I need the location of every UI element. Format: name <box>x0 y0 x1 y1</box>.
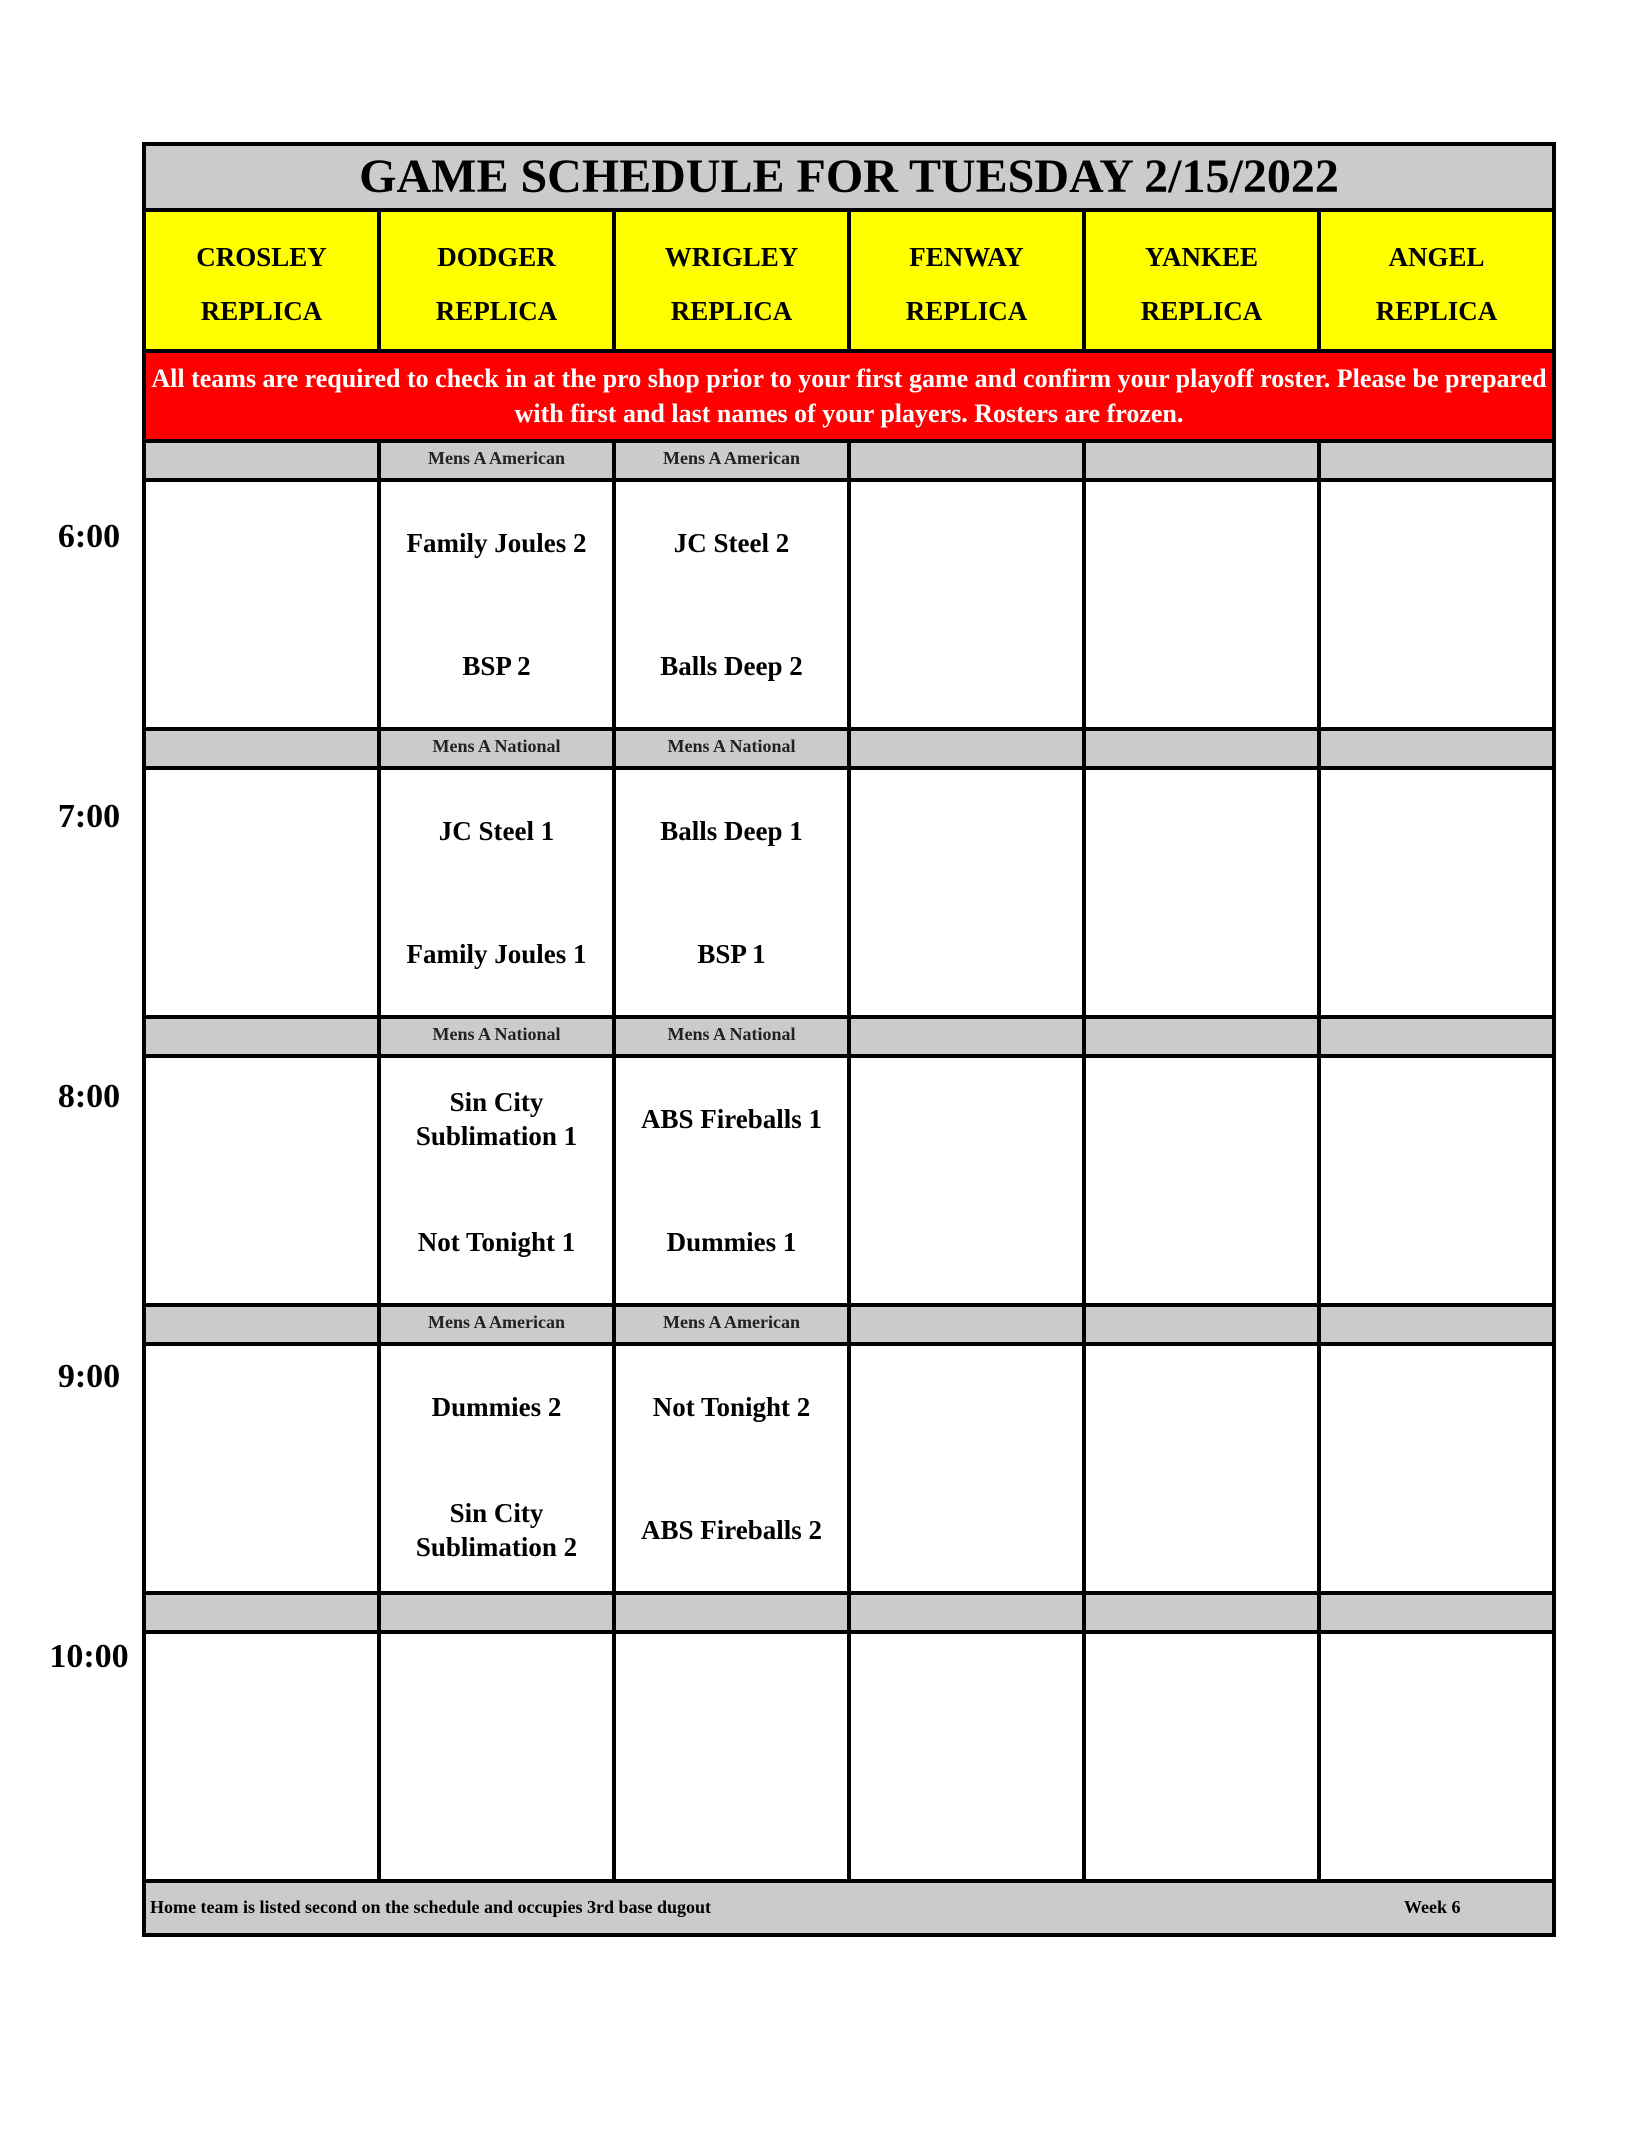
home-team: Dummies 1 <box>666 1226 797 1257</box>
field-name: YANKEE <box>1144 242 1259 272</box>
game-cell <box>1321 1634 1552 1879</box>
away-team <box>1086 482 1317 605</box>
division-row <box>146 1595 1552 1634</box>
game-cell <box>851 770 1086 1015</box>
away-team <box>146 1346 377 1469</box>
home-team <box>1086 1469 1317 1592</box>
notice-banner: All teams are required to check in at the pro shop prior to your first game and confirm your playoff roster. Please be prepared with first and last names of your players. Rosters are frozen. <box>146 353 1552 443</box>
division-row <box>146 1019 1552 1058</box>
home-team <box>851 1757 1082 1880</box>
time-label: 9:00 <box>57 1358 121 1395</box>
home-team: Family Joules 1 <box>406 938 587 969</box>
division-label <box>616 1595 851 1630</box>
field-header-yankee <box>1086 212 1321 349</box>
field-type: REPLICA <box>905 296 1028 326</box>
division-label <box>1321 1307 1552 1342</box>
home-team <box>146 1181 377 1304</box>
away-team <box>1321 482 1552 605</box>
field-type: REPLICA <box>200 296 323 326</box>
division-label <box>1321 731 1552 766</box>
away-team <box>851 770 1082 893</box>
game-cell <box>616 1346 851 1591</box>
field-type: REPLICA <box>670 296 793 326</box>
away-team <box>381 1634 612 1757</box>
game-row <box>146 1346 1552 1595</box>
home-team: BSP 1 <box>697 938 766 969</box>
home-team <box>146 605 377 728</box>
division-label <box>146 1307 381 1342</box>
away-team <box>1321 1634 1552 1757</box>
home-team <box>1321 1757 1552 1880</box>
game-cell <box>851 1058 1086 1303</box>
away-team <box>146 1634 377 1757</box>
division-label <box>1321 1595 1552 1630</box>
field-header-row <box>146 212 1552 353</box>
time-label: 7:00 <box>57 798 121 835</box>
field-name: ANGEL <box>1388 242 1485 272</box>
home-team <box>1321 1181 1552 1304</box>
game-cell <box>146 1634 381 1879</box>
home-team <box>1086 893 1317 1016</box>
field-header-wrigley <box>616 212 851 349</box>
division-label <box>851 1307 1086 1342</box>
game-cell <box>1321 482 1552 727</box>
game-cell <box>146 1346 381 1591</box>
division-label <box>1321 1019 1552 1054</box>
away-team: JC Steel 2 <box>673 528 790 559</box>
division-label <box>1086 731 1321 766</box>
away-team <box>1321 1058 1552 1181</box>
game-cell <box>616 770 851 1015</box>
away-team <box>146 770 377 893</box>
away-team: Balls Deep 1 <box>660 816 803 847</box>
division-row <box>146 1307 1552 1346</box>
game-cell <box>851 1346 1086 1591</box>
home-team <box>1321 893 1552 1016</box>
division-row <box>146 443 1552 482</box>
away-team <box>851 1346 1082 1469</box>
game-cell <box>616 1634 851 1879</box>
division-label: Mens A American <box>616 1307 851 1342</box>
away-team <box>1086 1058 1317 1181</box>
away-team <box>1086 1346 1317 1469</box>
game-cell <box>616 482 851 727</box>
home-team <box>851 893 1082 1016</box>
away-team <box>146 482 377 605</box>
game-row <box>146 770 1552 1019</box>
game-cell <box>1321 770 1552 1015</box>
away-team <box>1086 770 1317 893</box>
page-title: GAME SCHEDULE FOR TUESDAY 2/15/2022 <box>146 146 1552 212</box>
home-team <box>381 1757 612 1880</box>
home-team: Not Tonight 1 <box>417 1226 576 1257</box>
game-cell <box>146 1058 381 1303</box>
home-team: Balls Deep 2 <box>660 650 803 681</box>
home-team <box>1086 1181 1317 1304</box>
division-label: Mens A American <box>381 1307 616 1342</box>
game-cell <box>381 482 616 727</box>
away-team <box>1321 770 1552 893</box>
home-team <box>1321 1469 1552 1592</box>
game-cell <box>1321 1346 1552 1591</box>
division-label: Mens A National <box>381 1019 616 1054</box>
time-label: 6:00 <box>57 518 121 555</box>
division-label <box>851 1595 1086 1630</box>
away-team: JC Steel 1 <box>438 816 555 847</box>
away-team <box>616 1634 847 1757</box>
home-team <box>146 893 377 1016</box>
division-label <box>1086 443 1321 478</box>
field-name: CROSLEY <box>196 242 327 272</box>
field-name: WRIGLEY <box>664 242 799 272</box>
game-row <box>146 1058 1552 1307</box>
game-cell <box>381 1634 616 1879</box>
away-team <box>1086 1634 1317 1757</box>
time-blocks <box>146 443 1552 1883</box>
division-label: Mens A National <box>616 731 851 766</box>
game-cell <box>851 482 1086 727</box>
game-cell <box>851 1634 1086 1879</box>
field-type: REPLICA <box>1140 296 1263 326</box>
division-label <box>146 731 381 766</box>
division-row <box>146 731 1552 770</box>
division-label <box>851 1019 1086 1054</box>
away-team: ABS Fireballs 1 <box>640 1104 823 1135</box>
home-team: Sin City Sublimation 2 <box>415 1497 578 1562</box>
field-header-crosley <box>146 212 381 349</box>
division-label <box>146 1595 381 1630</box>
division-label <box>1321 443 1552 478</box>
home-team <box>1086 605 1317 728</box>
home-team <box>616 1757 847 1880</box>
home-team <box>1321 605 1552 728</box>
game-row <box>146 1634 1552 1883</box>
game-cell <box>1086 1634 1321 1879</box>
division-label <box>1086 1307 1321 1342</box>
away-team <box>851 482 1082 605</box>
schedule-table <box>142 142 1556 1937</box>
game-cell <box>146 482 381 727</box>
field-name: FENWAY <box>909 242 1024 272</box>
game-row <box>146 482 1552 731</box>
field-header-dodger <box>381 212 616 349</box>
division-label: Mens A American <box>616 443 851 478</box>
game-cell <box>1321 1058 1552 1303</box>
home-team: BSP 2 <box>462 650 531 681</box>
away-team <box>851 1634 1082 1757</box>
home-team <box>146 1757 377 1880</box>
time-label: 8:00 <box>57 1078 121 1115</box>
home-team <box>851 605 1082 728</box>
away-team: Not Tonight 2 <box>652 1392 811 1423</box>
division-label <box>851 443 1086 478</box>
game-cell <box>616 1058 851 1303</box>
field-type: REPLICA <box>1375 296 1498 326</box>
away-team: Family Joules 2 <box>406 528 587 559</box>
home-team <box>851 1469 1082 1592</box>
game-cell <box>146 770 381 1015</box>
game-cell <box>1086 1058 1321 1303</box>
time-label: 10:00 <box>49 1638 129 1675</box>
away-team <box>146 1058 377 1181</box>
home-team <box>146 1469 377 1592</box>
home-team: ABS Fireballs 2 <box>640 1514 823 1545</box>
game-cell <box>381 770 616 1015</box>
game-cell <box>1086 482 1321 727</box>
division-label <box>146 443 381 478</box>
game-cell <box>1086 770 1321 1015</box>
division-label <box>381 1595 616 1630</box>
away-team <box>851 1058 1082 1181</box>
away-team: Sin City Sublimation 1 <box>415 1087 578 1152</box>
division-label: Mens A National <box>616 1019 851 1054</box>
field-header-fenway <box>851 212 1086 349</box>
home-team <box>851 1181 1082 1304</box>
game-cell <box>381 1058 616 1303</box>
division-label: Mens A National <box>381 731 616 766</box>
division-label <box>1086 1019 1321 1054</box>
field-header-angel <box>1321 212 1552 349</box>
home-team <box>1086 1757 1317 1880</box>
division-label: Mens A American <box>381 443 616 478</box>
game-cell <box>1086 1346 1321 1591</box>
division-label <box>146 1019 381 1054</box>
footer <box>146 1883 1552 1933</box>
week-label: Week 6 <box>1404 1897 1461 1917</box>
field-type: REPLICA <box>435 296 558 326</box>
division-label <box>851 731 1086 766</box>
away-team <box>1321 1346 1552 1469</box>
away-team: Dummies 2 <box>431 1392 562 1423</box>
game-cell <box>381 1346 616 1591</box>
division-label <box>1086 1595 1321 1630</box>
footer-note: Home team is listed second on the schedule and occupies 3rd base dugout <box>150 1897 712 1917</box>
field-name: DODGER <box>437 242 556 272</box>
